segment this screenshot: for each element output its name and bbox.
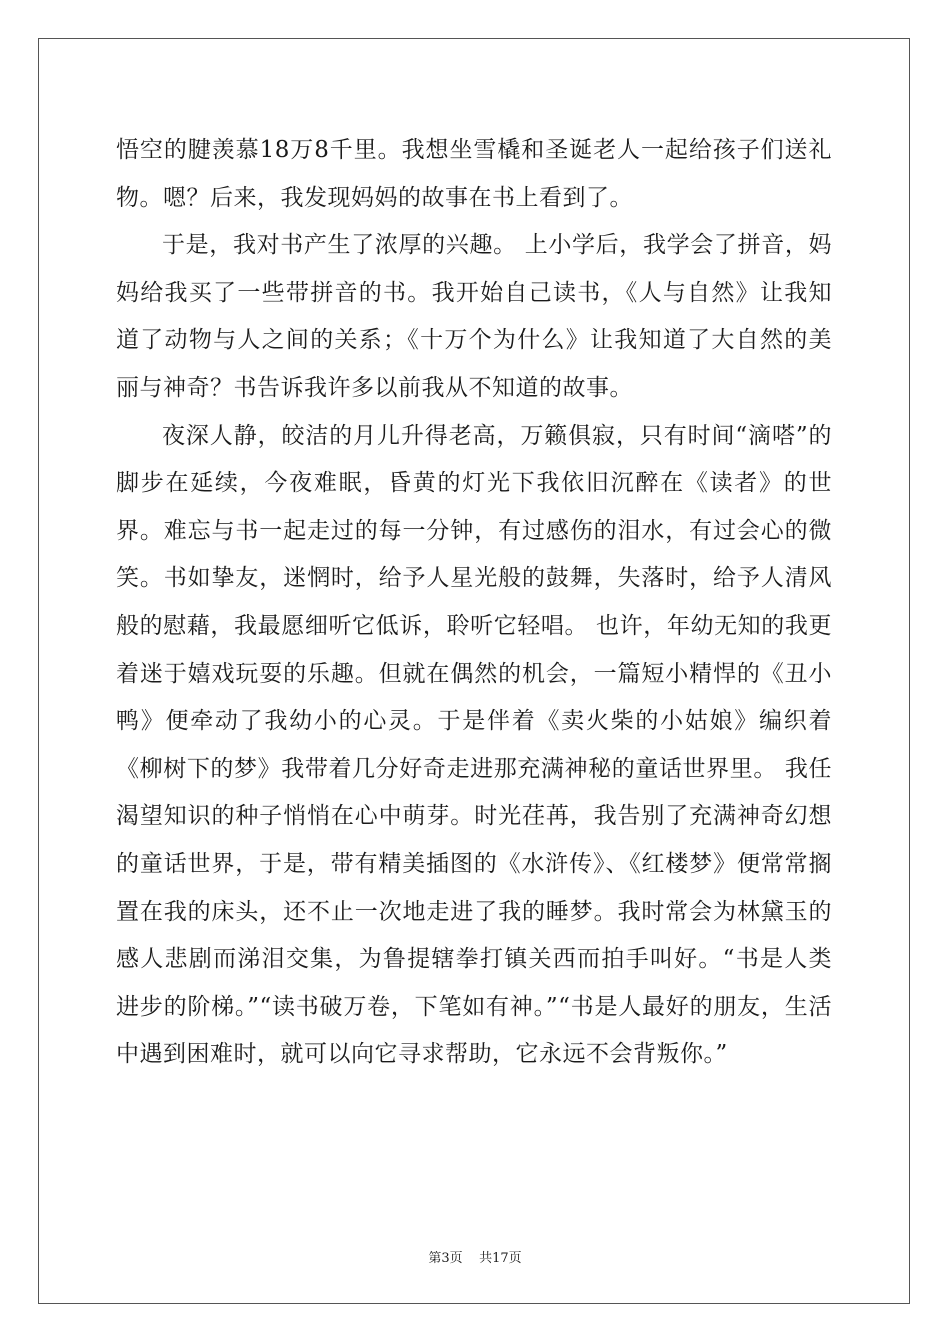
document-body — [116, 127, 832, 1079]
paragraph-1: 悟空的腱羡慕18万8千里。我想坐雪橇和圣诞老人一起给孩子们送礼物。嗯？后来，我发现妈妈的故事在书上看到了。 — [116, 137, 832, 211]
paragraph-2: 于是，我对书产生了浓厚的兴趣。 上小学后，我学会了拼音，妈妈给我买了一些带拼音的书。我开始自己读书，《人与自然》让我知道了动物与人之间的关系；《十万个为什么》让我知道了大自然的美丽与神奇？书告诉我许多以前我从不知道的故事。 — [116, 232, 832, 401]
page-number-footer: 第3页 共17页 — [428, 1251, 522, 1266]
paragraph-3: 夜深人静，皎洁的月儿升得老高，万籁俱寂，只有时间“滴嗒”的脚步在延续，今夜难眠，昏黄的灯光下我依旧沉醉在《读者》的世界。难忘与书一起走过的每一分钟，有过感伤的泪水，有过会心的微笑。书如挚友，迷惘时，给予人星光般的鼓舞，失落时，给予人清风般的慰藉，我最愿细听它低诉，聆听它轻唱。 也许，年幼无知的我更着迷于嬉戏玩耍的乐趣。但就在偶然的机会，一篇短小精悍的《丑小鸭》便牵动了我幼小的心灵。于是伴着《卖火柴的小姑娘》编织着《柳树下的梦》我带着几分好奇走进那充满神秘的童话世界里。 我任渴望知识的种子悄悄在心中萌芽。时光荏苒，我告别了充满神奇幻想的童话世界，于是，带有精美插图的《水浒传》、《红楼梦》便常常搁置在我的床头，还不止一次地走进了我的睡梦。我时常会为林黛玉的感人悲剧而涕泪交集，为鲁提辖拳打镇关西而拍手叫好。“书是人类进步的阶梯。”“读书破万卷，下笔如有神。”“书是人最好的朋友，生活中遇到困难时，就可以向它寻求帮助，它永远不会背叛你。” — [116, 422, 832, 1068]
